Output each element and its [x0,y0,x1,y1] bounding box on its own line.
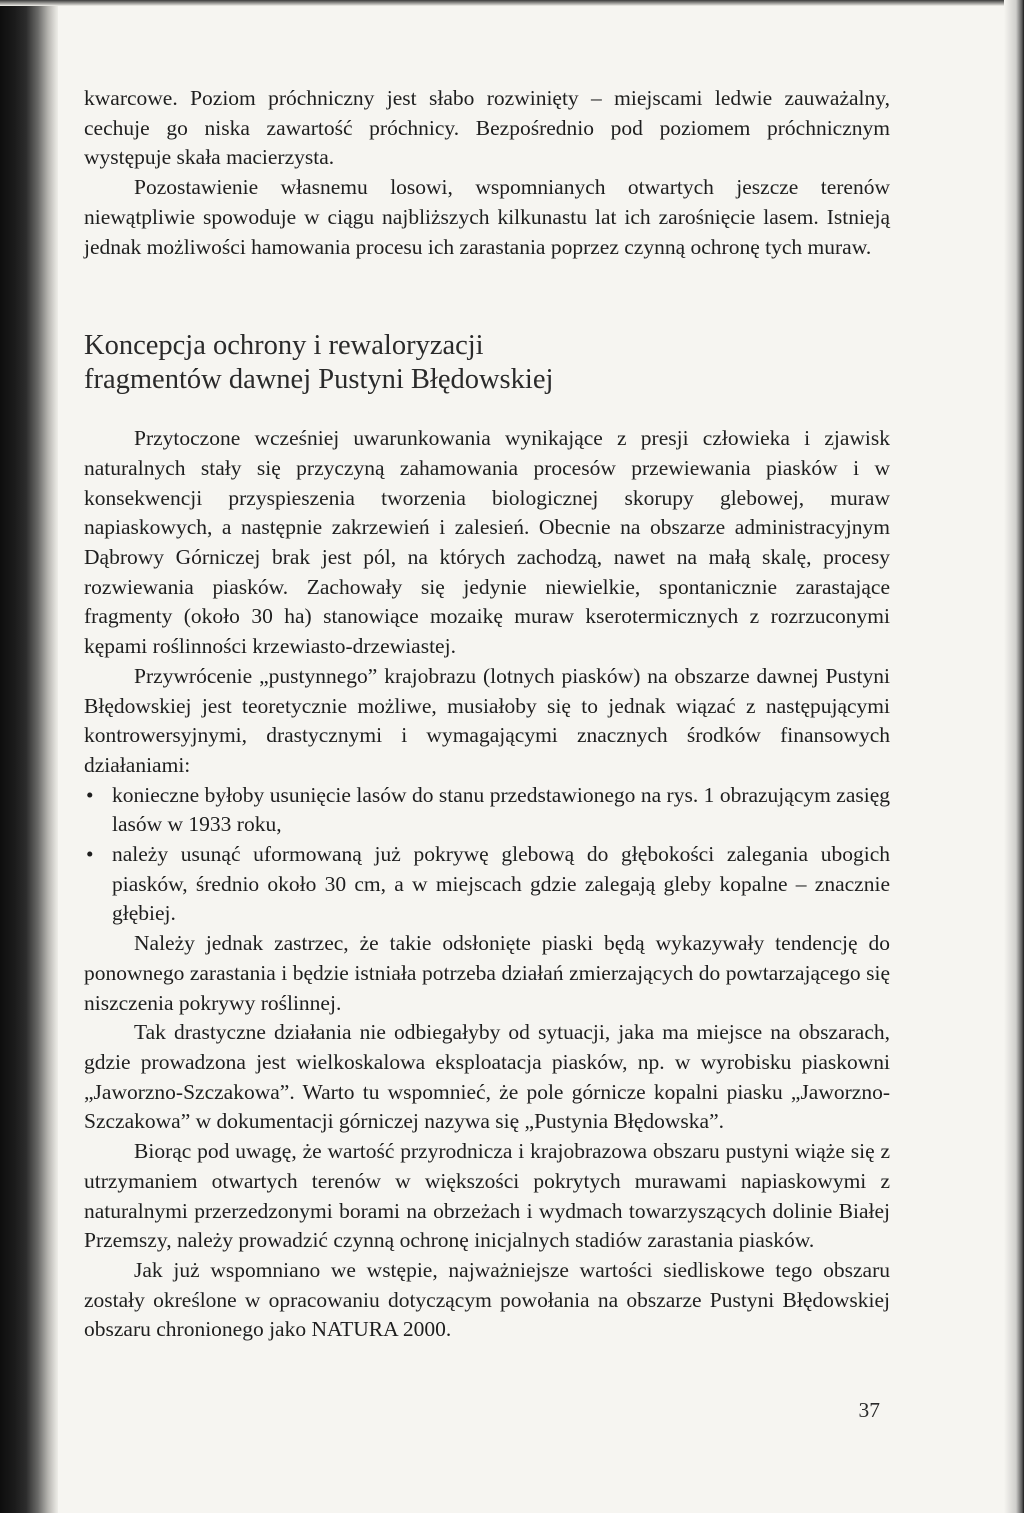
page-right-edge [1004,0,1024,1513]
body-paragraph-5: Biorąc pod uwagę, że wartość przyrodnicza i krajobrazowa obszaru pustyni wiąże się z utrzymaniem otwartych terenów w większości pokrytych murawami napiaskowymi z naturalnymi przerzedzonymi borami na obrzeżach i wydmach towarzyszących dolinie Białej Przemszy, należy prowadzić czynną ochronę inicjalnych stadiów zarastania piasków. [84,1139,890,1253]
body-paragraph-6: Jak już wspomniano we wstępie, najważniejsze wartości siedliskowe tego obszaru zostały określone w opracowaniu dotyczącym powołania na obszarze Pustyni Błędowskiej obszaru chronionego jako NATURA 2000. [84,1257,890,1342]
section-heading-line-1: Koncepcja ochrony i rewaloryzacji [84,330,484,362]
section-heading-line-2: fragmentów dawnej Pustyni Błędowskiej [84,364,554,396]
body-paragraph-1: Przytoczone wcześniej uwarunkowania wynikające z presji człowieka i zjawisk naturalnych stały się przyczyną zahamowania procesów przewiewania piasków i w konsekwencji przyspieszenia tworzenia biologicznej skorupy glebowej, muraw napiaskowych, a następnie zakrzewień i zalesień. Obecnie na obszarze administracyjnym Dąbrowy Górniczej brak jest pól, na których zachodzą, nawet na małą skalę, procesy rozwiewania piasków. Zachowały się jedynie niewielkie, spontanicznie zarastające fragmenty (około 30 ha) stanowiące mozaikę muraw kserotermicznych z rozrzuconymi kępami roślinności krzewiasto-drzewiastej. [84,426,890,659]
bullet-item [84,781,890,840]
section-heading [84,329,890,397]
intro-paragraph-1: kwarcowe. Poziom próchniczny jest słabo rozwinięty – miejscami ledwie zauważalny, cechuje go niska zawartość próchnicy. Bezpośrednio pod poziomem próchnicznym występuje skała macierzysta. [84,86,890,170]
body-paragraph-4: Tak drastyczne działania nie odbiegałyby od sytuacji, jaka ma miejsce na obszarach, gdzie prowadzona jest wielkoskalowa eksploatacja piasków, np. w wyrobisku piaskowni „Jaworzno-Szczakowa”. Warto tu wspomnieć, że pole górnicze kopalni piasku „Jaworzno-Szczakowa” w dokumentacji górniczej nazywa się „Pustynia Błędowska”. [84,1020,890,1134]
book-spine-shadow [0,0,58,1513]
page-top-edge [0,0,1024,6]
intro-paragraph-2: Pozostawienie własnemu losowi, wspomnianych otwartych jeszcze terenów niewątpliwie spowoduje w ciągu najbliższych kilkunastu lat ich zarośnięcie lasem. Istnieją jednak możliwości hamowania procesu ich zarastania poprzez czynną ochronę tych muraw. [84,175,890,259]
body-paragraph-2: Przywrócenie „pustynnego” krajobrazu (lotnych piasków) na obszarze dawnej Pustyni Błędowskiej jest teoretycznie możliwe, musiałoby się to jednak wiązać z następującymi kontrowersyjnymi, drastycznymi i wymagającymi znacznych środków finansowych działaniami: [84,663,890,777]
body-paragraph-3: Należy jednak zastrzec, że takie odsłonięte piaski będą wykazywały tendencję do ponownego zarastania i będzie istniała potrzeba działań zmierzających do powtarzającego się niszczenia pokrywy roślinnej. [84,931,890,1015]
bullet-text: konieczne byłoby usunięcie lasów do stanu przedstawionego na rys. 1 obrazującym zasięg lasów w 1933 roku, [112,782,890,837]
page-number: 37 [858,1398,880,1422]
bullet-icon: • [86,842,94,867]
page-body [84,84,890,1345]
bullet-list [84,781,890,930]
bullet-icon: • [86,782,94,807]
bullet-item [84,840,890,929]
bullet-text: należy usunąć uformowaną już pokrywę glebową do głębokości zalegania ubogich piasków, średnio około 30 cm, a w miejscach gdzie zalegają gleby kopalne – znacznie głębiej. [112,842,890,926]
